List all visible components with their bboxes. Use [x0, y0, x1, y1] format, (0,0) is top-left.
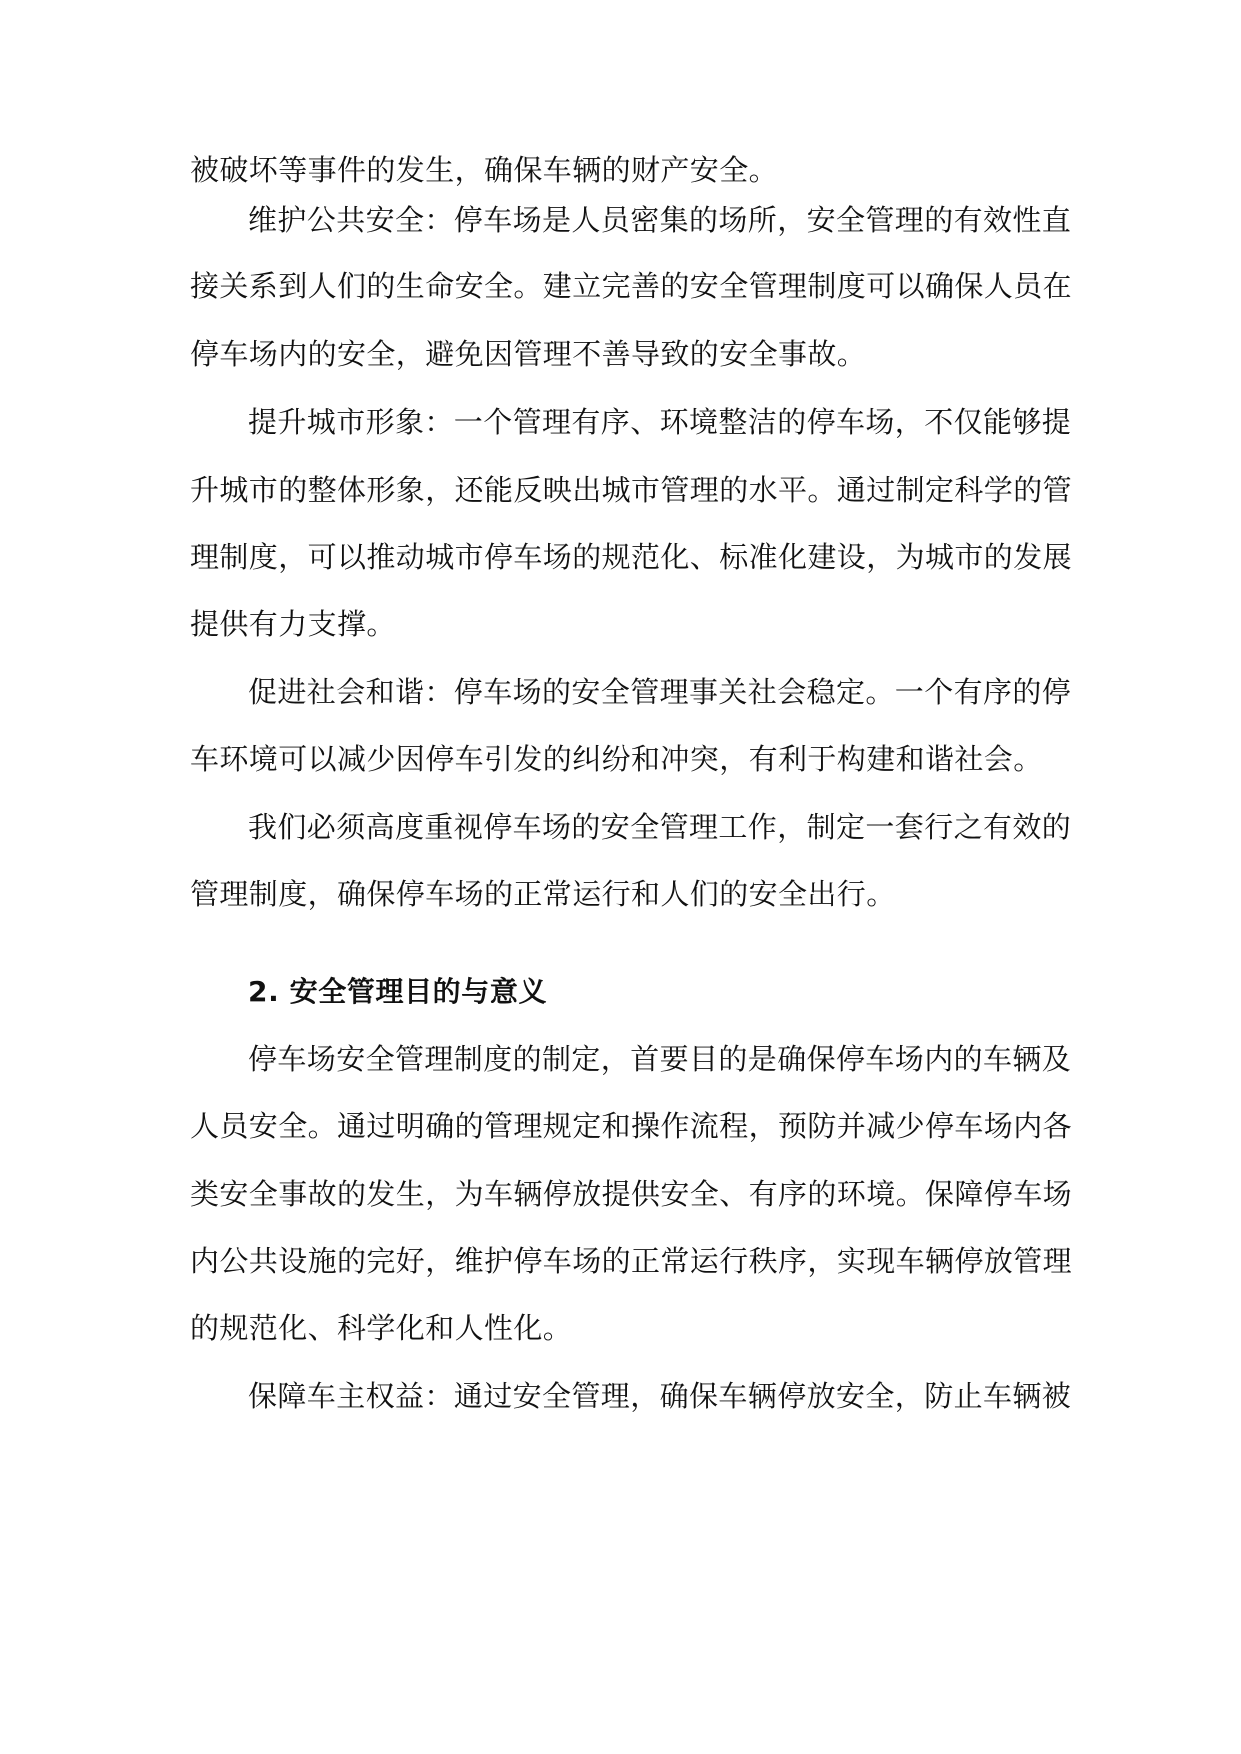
paragraph-line: 我们必须高度重视停车场的安全管理工作，制定一套行之有效的 — [248, 810, 1072, 844]
paragraph-line: 提供有力支撑。 — [190, 607, 396, 641]
paragraph-line: 类安全事故的发生，为车辆停放提供安全、有序的环境。保障停车场 — [190, 1177, 1073, 1211]
document-page — [190, 0, 1073, 1754]
paragraph-line: 保障车主权益：通过安全管理，确保车辆停放安全，防止车辆被 — [248, 1379, 1072, 1413]
paragraph-line: 内公共设施的完好，维护停车场的正常运行秩序，实现车辆停放管理 — [190, 1244, 1073, 1278]
paragraph-line: 被破坏等事件的发生，确保车辆的财产安全。 — [190, 153, 779, 187]
paragraph-line: 停车场内的安全，避免因管理不善导致的安全事故。 — [190, 337, 867, 371]
paragraph-line: 促进社会和谐：停车场的安全管理事关社会稳定。一个有序的停 — [248, 675, 1072, 709]
paragraph-line: 停车场安全管理制度的制定，首要目的是确保停车场内的车辆及 — [248, 1042, 1072, 1076]
section-heading: 2. 安全管理目的与意义 — [248, 975, 548, 1008]
paragraph-line: 升城市的整体形象，还能反映出城市管理的水平。通过制定科学的管 — [190, 473, 1073, 507]
paragraph-line: 管理制度，确保停车场的正常运行和人们的安全出行。 — [190, 877, 896, 911]
paragraph-line: 接关系到人们的生命安全。建立完善的安全管理制度可以确保人员在 — [190, 269, 1073, 303]
paragraph-line: 的规范化、科学化和人性化。 — [190, 1311, 573, 1345]
paragraph-line: 提升城市形象：一个管理有序、环境整洁的停车场，不仅能够提 — [248, 405, 1072, 439]
paragraph-line: 人员安全。通过明确的管理规定和操作流程，预防并减少停车场内各 — [190, 1109, 1073, 1143]
paragraph-line: 维护公共安全：停车场是人员密集的场所，安全管理的有效性直 — [248, 203, 1072, 237]
paragraph-line: 理制度，可以推动城市停车场的规范化、标准化建设，为城市的发展 — [190, 540, 1073, 574]
paragraph-line: 车环境可以减少因停车引发的纠纷和冲突，有利于构建和谐社会。 — [190, 742, 1043, 776]
